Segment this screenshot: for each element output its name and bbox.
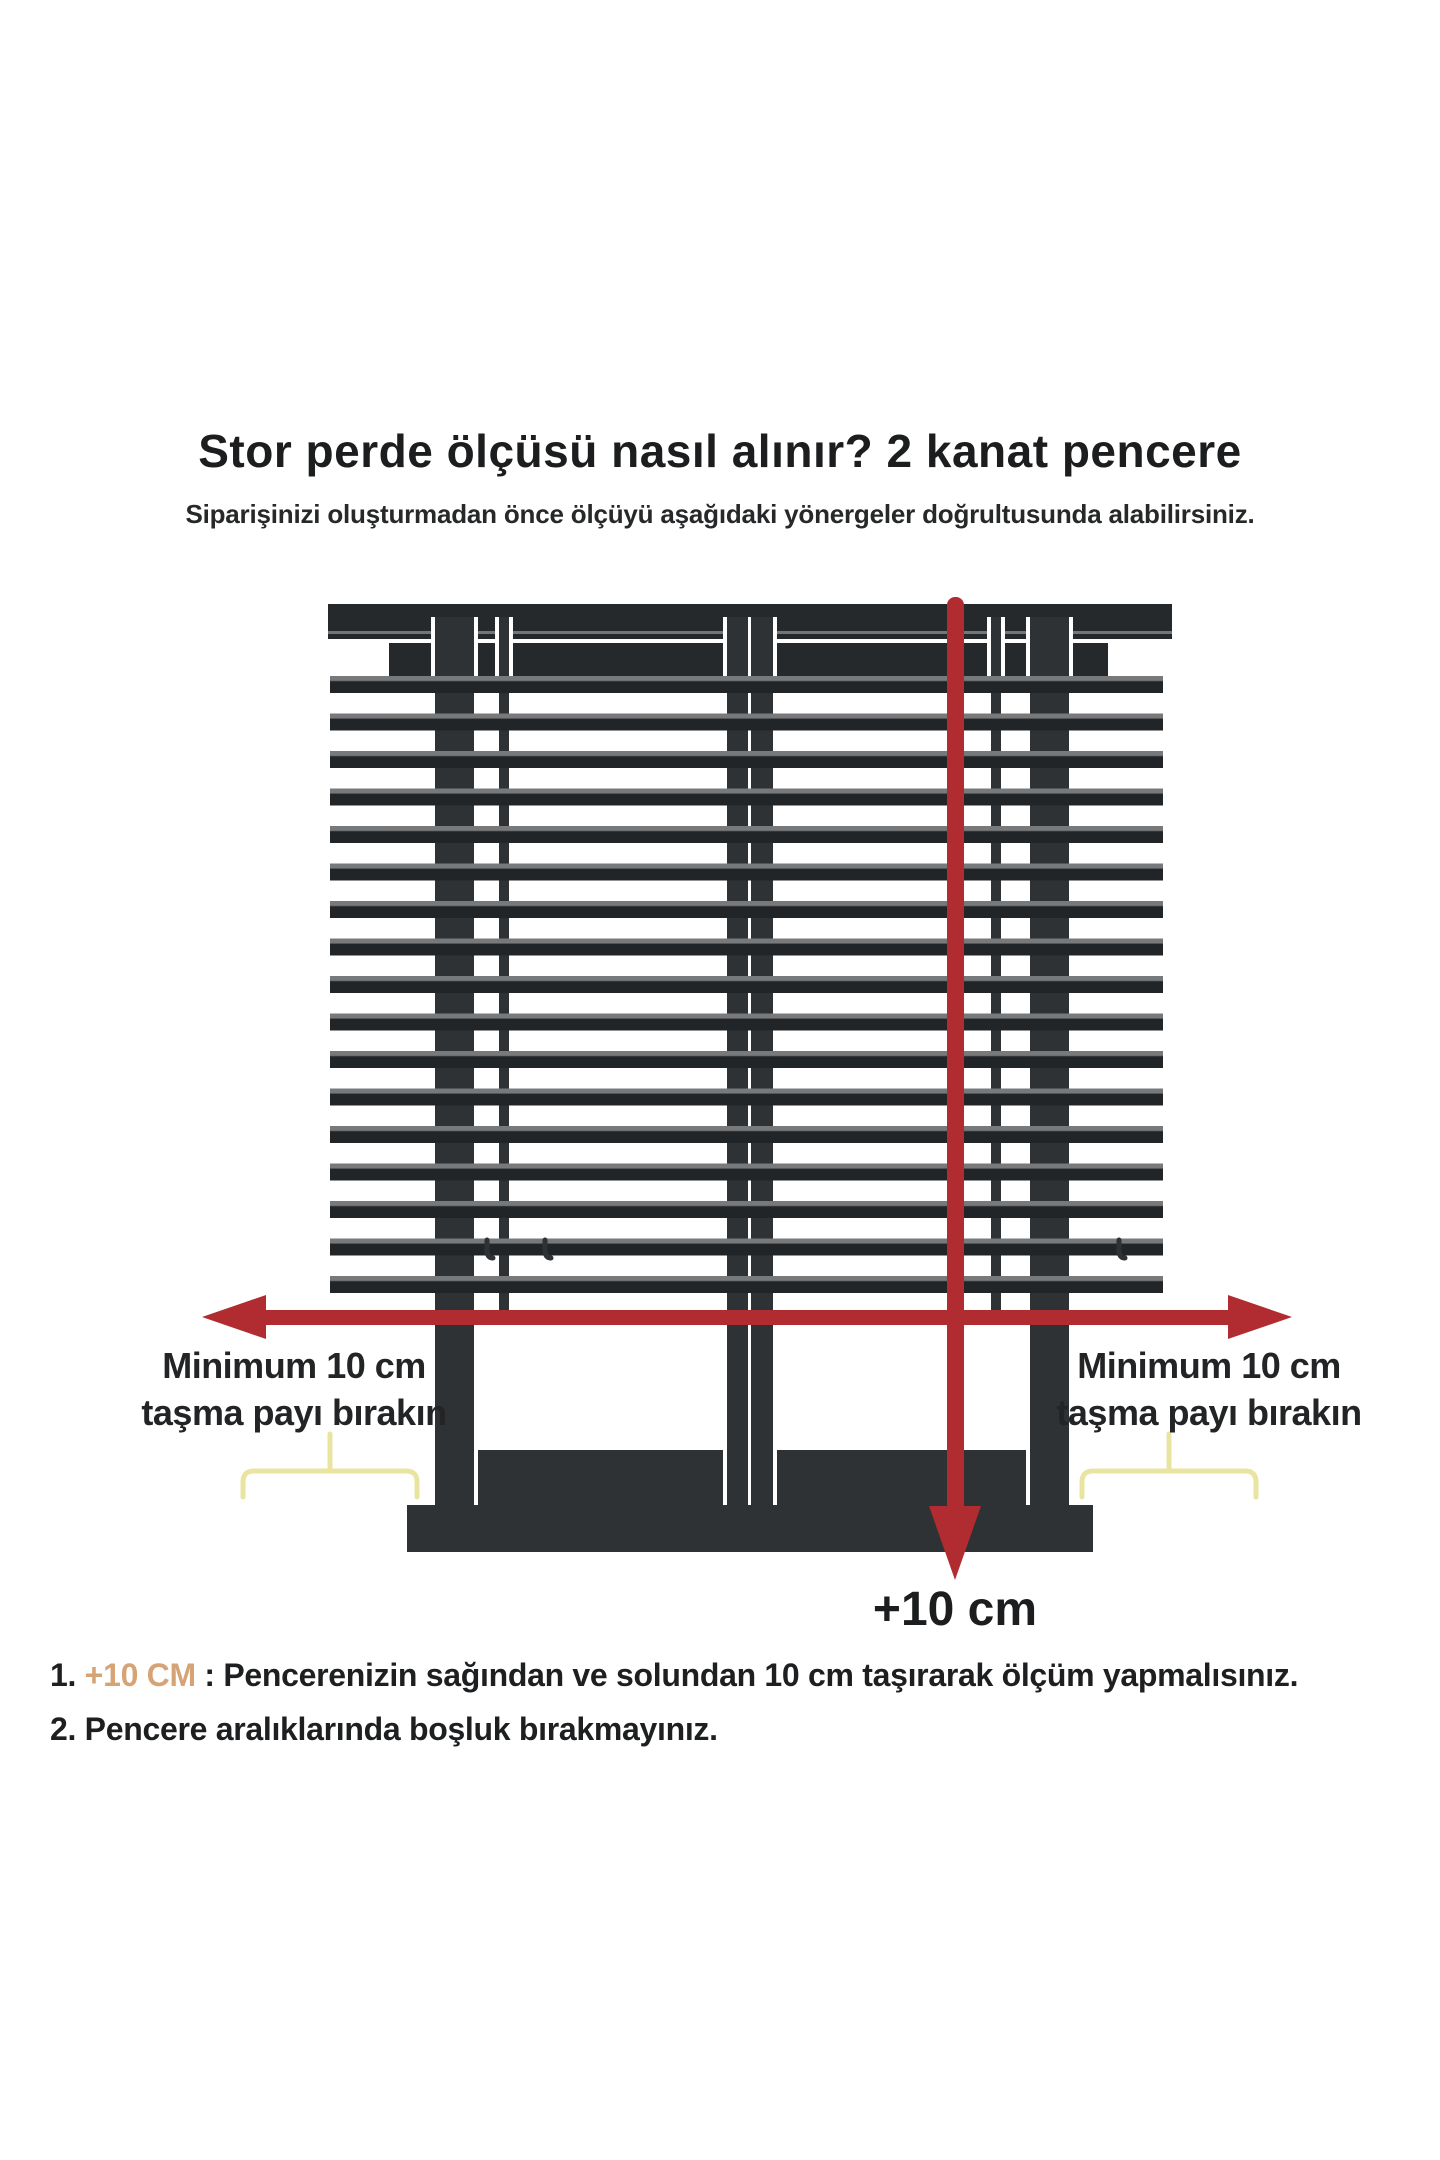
left-overhang-label [134, 1342, 454, 1436]
height-arrow-label: +10 cm [872, 1583, 1038, 1636]
window-sill [407, 1505, 1093, 1552]
right-overhang-label-line1: Minimum 10 cm [1077, 1345, 1341, 1386]
note-2-number: 2. [50, 1711, 77, 1747]
blind-slat [330, 939, 1163, 956]
blind-slat [330, 826, 1163, 843]
blind-slat [330, 789, 1163, 806]
page-title: Stor perde ölçüsü nasıl alınır? 2 kanat pencere [198, 425, 1242, 477]
note-2 [50, 1702, 1420, 1756]
right-overhang-label-line2: taşma payı bırakın [1056, 1392, 1362, 1433]
left-overhang-label-line2: taşma payı bırakın [141, 1392, 447, 1433]
blind-slat [330, 976, 1163, 993]
overhang-bracket-left [243, 1434, 417, 1497]
blind-slat [330, 1089, 1163, 1106]
note-1-text: : Pencerenizin sağından ve solundan 10 cm taşırarak ölçüm yapmalısınız. [195, 1657, 1299, 1693]
left-overhang-label-line1: Minimum 10 cm [162, 1345, 426, 1386]
blind-slat [330, 1164, 1163, 1181]
blind-slat [330, 1276, 1163, 1293]
blind-slat [330, 676, 1163, 693]
blind-slat [330, 1051, 1163, 1068]
note-1 [50, 1648, 1420, 1702]
blind-slat [330, 714, 1163, 731]
note-1-highlight: +10 CM [76, 1657, 196, 1693]
overhang-bracket-right [1082, 1434, 1256, 1497]
blind-slat [330, 864, 1163, 881]
blind-slat [330, 1014, 1163, 1031]
note-1-number: 1. [50, 1657, 77, 1693]
note-2-text: Pencere aralıklarında boşluk bırakmayınız. [76, 1711, 718, 1747]
page-subtitle: Siparişinizi oluşturmadan önce ölçüyü aşağıdaki yönergeler doğrultusunda alabilirsiniz. [185, 499, 1255, 529]
blind-slat [330, 1239, 1163, 1256]
instruction-notes [50, 1648, 1420, 1756]
right-overhang-label [1049, 1342, 1369, 1436]
blind-slat [330, 1201, 1163, 1218]
blind-slat [330, 751, 1163, 768]
blind-slat [330, 1126, 1163, 1143]
blind-slat [330, 901, 1163, 918]
